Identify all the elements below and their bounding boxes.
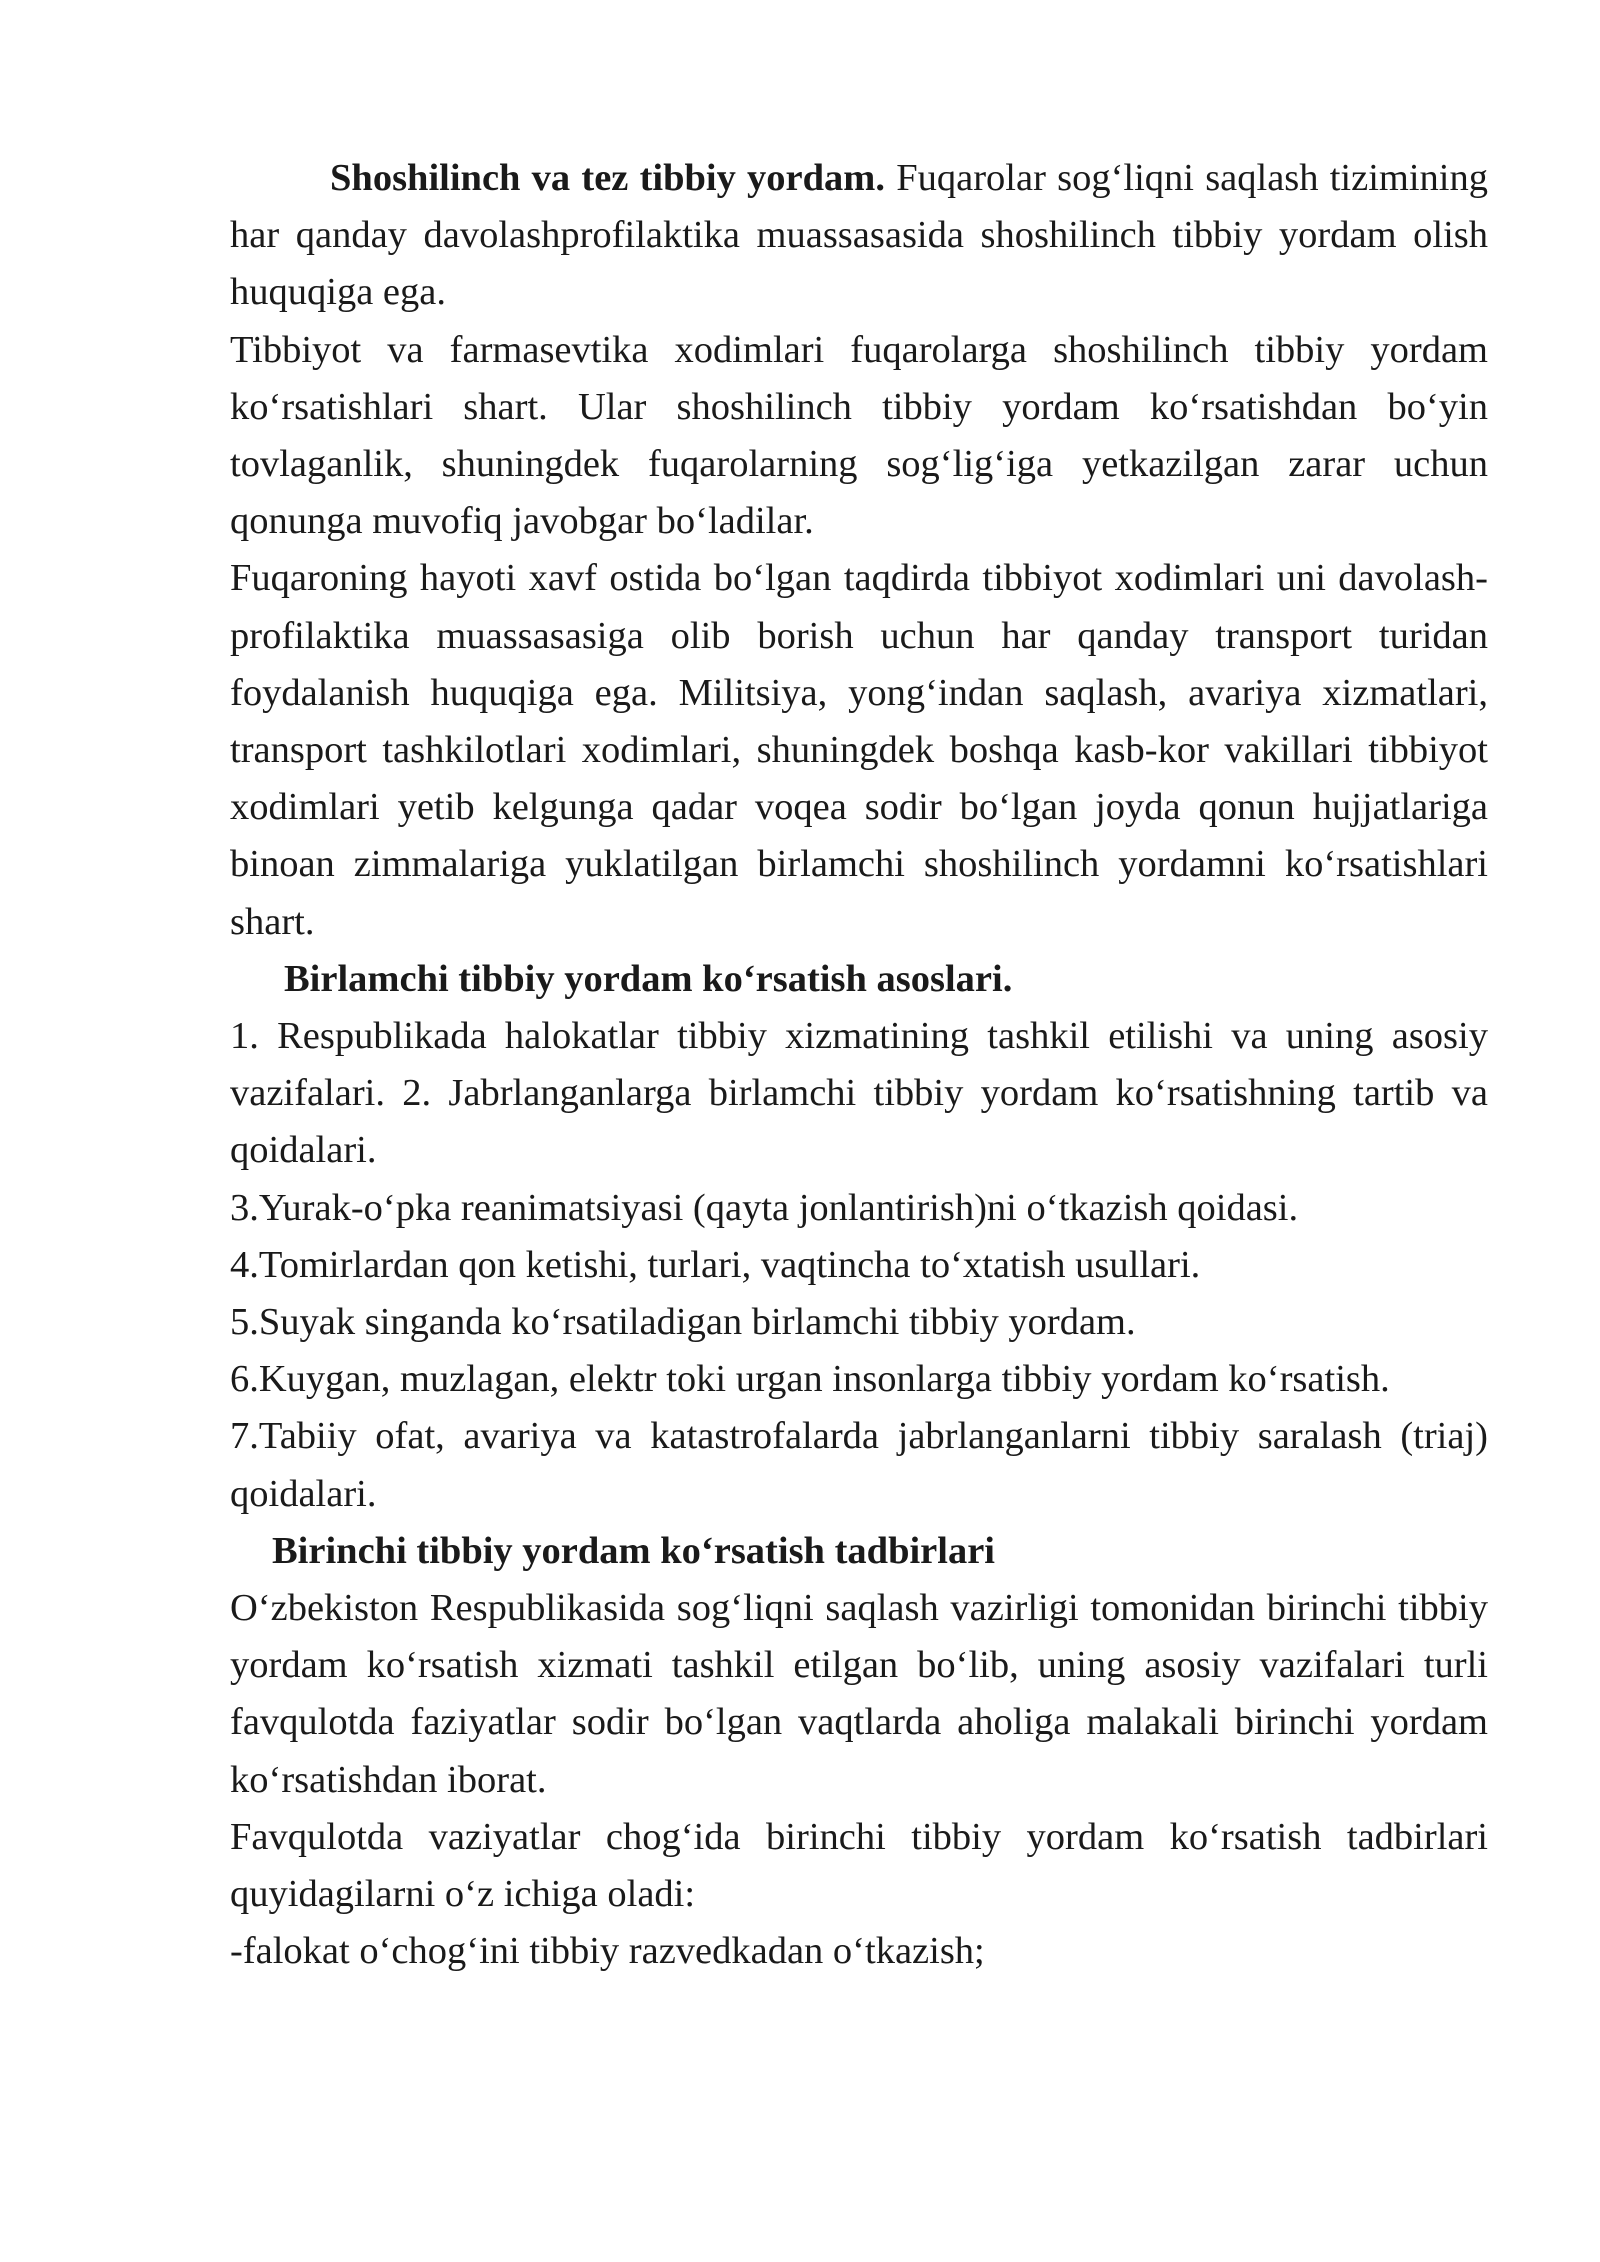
basics-item-4: 4.Tomirlardan qon ketishi, turlari, vaqtincha to‘xtatish usullari. xyxy=(230,1243,1201,1286)
emergency-lead-heading: Shoshilinch va tez tibbiy yordam. xyxy=(330,157,886,199)
basics-item-1-2: 1. Respublikada halokatlar tibbiy xizmatining tashkil etilishi va uning asosiy vazifalari. 2. Jabrlanganlarga birlamchi tibbiy yordam ko‘rsatishning tartib va qoidalari. xyxy=(230,1015,1488,1172)
first-aid-service-paragraph: O‘zbekiston Respublikasida sog‘liqni saqlash vazirligi tomonidan birinchi tibbiy yordam ko‘rsatish xizmati tashkil etilgan bo‘lib, uning asosiy vazifalari turli favqulotda faziyatlar sodir bo‘lgan vaqtlarda aholiga malakali birinchi yordam ko‘rsatishdan iborat. xyxy=(230,1587,1488,1801)
emergency-lead-text: Fuqarolar sog‘liqni saqlash tizimining har qanday davolashprofilaktika muassasasida shoshilinch tibbiy yordam olish huquqiga ega. xyxy=(230,157,1488,314)
basics-item-3: 3.Yurak-o‘pka reanimatsiyasi (qayta jonlantirish)ni o‘tkazish qoidasi. xyxy=(230,1186,1299,1229)
basics-item-6: 6.Kuygan, muzlagan, elektr toki urgan insonlarga tibbiy yordam ko‘rsatish. xyxy=(230,1358,1390,1401)
document-page xyxy=(230,150,1488,1981)
basics-item-7: 7.Tabiiy ofat, avariya va katastrofalarda jabrlanganlarni tibbiy saralash (triaj) qoidalari. xyxy=(230,1415,1488,1515)
emergency-paragraph xyxy=(230,150,1488,322)
first-aid-heading: Birinchi tibbiy yordam ko‘rsatish tadbirlari xyxy=(272,1529,996,1572)
transport-rights-paragraph: Fuqaroning hayoti xavf ostida bo‘lgan taqdirda tibbiyot xodimlari uni davolash-profilaktika muassasasiga olib borish uchun har qanday transport turidan foydalanish huquqiga ega. Militsiya, yong‘indan saqlash, avariya xizmatlari, transport tashkilotlari xodimlari, shuningdek boshqa kasb-kor vakillari tibbiyot xodimlari yetib kelgunga qadar voqea sodir bo‘lgan joyda qonun hujjatlariga binoan zimmalariga yuklatilgan birlamchi shoshilinch yordamni ko‘rsatishlari shart. xyxy=(230,557,1488,943)
first-aid-measure-item: -falokat o‘chog‘ini tibbiy razvedkadan o‘tkazish; xyxy=(230,1930,985,1973)
first-aid-measures-intro: Favqulotda vaziyatlar chog‘ida birinchi tibbiy yordam ko‘rsatish tadbirlari quyidagilarni o‘z ichiga oladi: xyxy=(230,1815,1488,1916)
basics-item-5: 5.Suyak singanda ko‘rsatiladigan birlamchi tibbiy yordam. xyxy=(230,1301,1136,1344)
medical-staff-obligation-paragraph: Tibbiyot va farmasevtika xodimlari fuqarolarga shoshilinch tibbiy yordam ko‘rsatishlari shart. Ular shoshilinch tibbiy yordam ko‘rsatishdan bo‘yin tovlaganlik, shuningdek fuqarolarning sog‘lig‘iga yetkazilgan zarar uchun qonunga muvofiq javobgar bo‘ladilar. xyxy=(230,328,1488,543)
basics-heading: Birlamchi tibbiy yordam ko‘rsatish asoslari. xyxy=(284,957,1013,1000)
